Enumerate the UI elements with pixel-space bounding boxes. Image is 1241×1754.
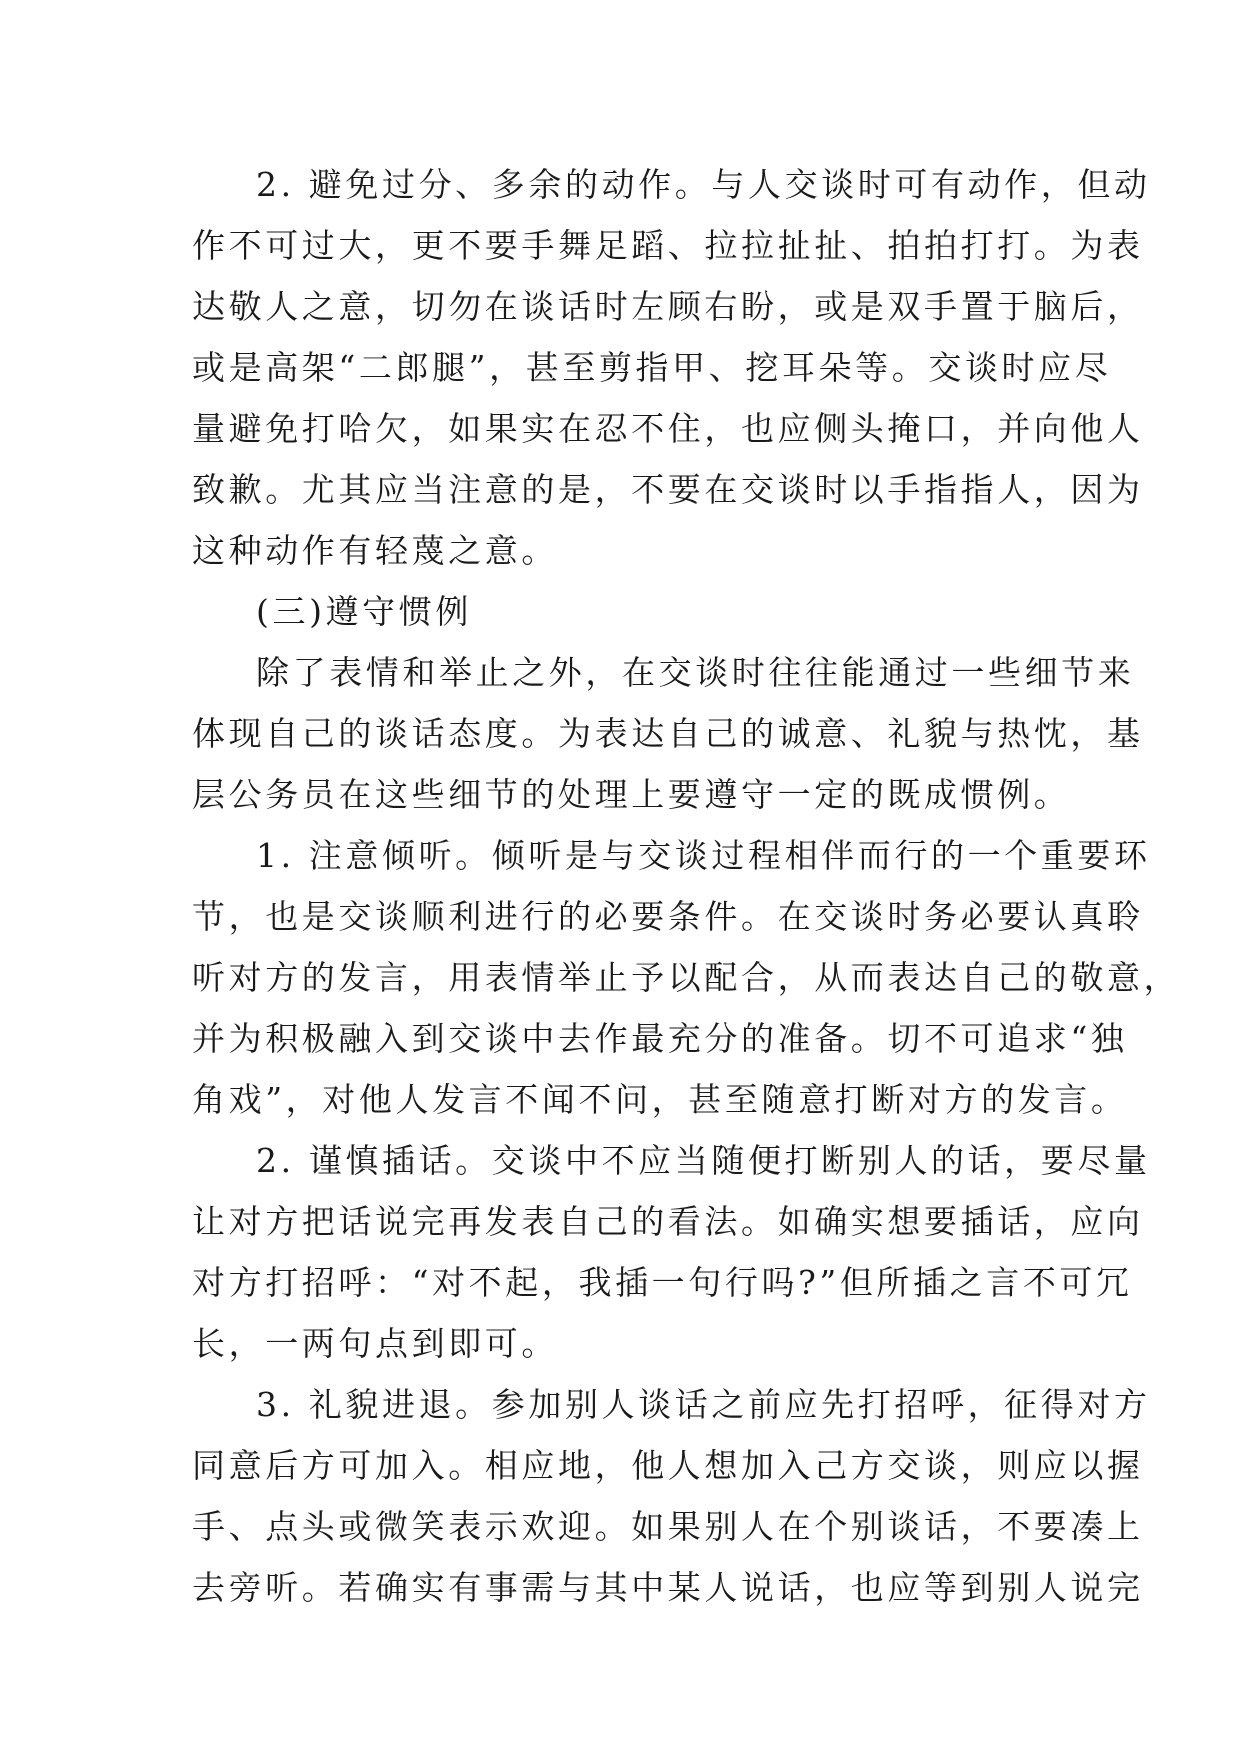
paragraph-line: 听对方的发言，用表情举止予以配合，从而表达自己的敬意， <box>192 958 1181 997</box>
paragraph-line: 1. 注意倾听。倾听是与交谈过程相伴而行的一个重要环 <box>256 836 1151 875</box>
paragraph-line: 让对方把话说完再发表自己的看法。如确实想要插话，应向 <box>192 1202 1144 1241</box>
paragraph-line: 角戏”，对他人发言不闻不问，甚至随意打断对方的发言。 <box>192 1080 1128 1119</box>
paragraph-line: 同意后方可加入。相应地，他人想加入己方交谈，则应以握 <box>192 1446 1144 1485</box>
paragraph-line: 去旁听。若确实有事需与其中某人说话，也应等到别人说完 <box>192 1568 1144 1607</box>
paragraph-line: 这种动作有轻蔑之意。 <box>192 531 558 570</box>
paragraph-line: 作不可过大，更不要手舞足蹈、拉拉扯扯、拍拍打打。为表 <box>192 226 1144 265</box>
paragraph-line: 手、点头或微笑表示欢迎。如果别人在个别谈话，不要凑上 <box>192 1507 1144 1546</box>
paragraph-line: 3. 礼貌进退。参加别人谈话之前应先打招呼，征得对方 <box>256 1385 1151 1424</box>
paragraph-line: 2. 谨慎插话。交谈中不应当随便打断别人的话，要尽量 <box>256 1141 1151 1180</box>
paragraph-line: 量避免打哈欠，如果实在忍不住，也应侧头掩口，并向他人 <box>192 409 1144 448</box>
paragraph-line: 层公务员在这些细节的处理上要遵守一定的既成惯例。 <box>192 775 1071 814</box>
paragraph-line: 体现自己的谈话态度。为表达自己的诚意、礼貌与热忱，基 <box>192 714 1144 753</box>
paragraph-line: 2. 避免过分、多余的动作。与人交谈时可有动作，但动 <box>256 165 1151 204</box>
section-heading: (三)遵守惯例 <box>256 592 472 631</box>
paragraph-line: 或是高架“二郎腿”，甚至剪指甲、挖耳朵等。交谈时应尽 <box>192 348 1112 387</box>
paragraph-line: 达敬人之意，切勿在谈话时左顾右盼，或是双手置于脑后， <box>192 287 1144 326</box>
paragraph-line: 对方打招呼：“对不起，我插一句行吗?”但所插之言不可冗 <box>192 1263 1133 1302</box>
paragraph-line: 长，一两句点到即可。 <box>192 1324 558 1363</box>
paragraph-line: 节，也是交谈顺利进行的必要条件。在交谈时务必要认真聆 <box>192 897 1144 936</box>
paragraph-line: 致歉。尤其应当注意的是，不要在交谈时以手指指人，因为 <box>192 470 1144 509</box>
paragraph-line: 除了表情和举止之外，在交谈时往往能通过一些细节来 <box>256 653 1135 692</box>
paragraph-line: 并为积极融入到交谈中去作最充分的准备。切不可追求“独 <box>192 1019 1128 1058</box>
